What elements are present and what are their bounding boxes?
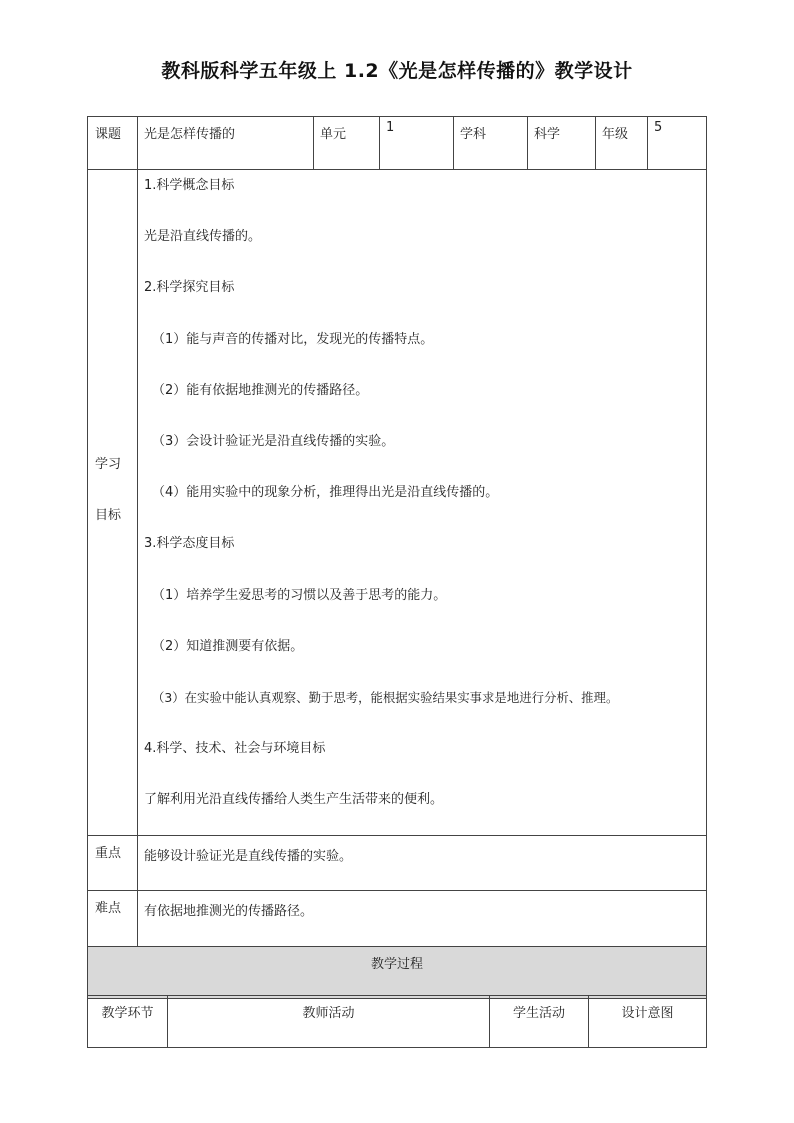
process-header: 教学过程 <box>88 947 707 999</box>
objectives-label-cell <box>88 170 138 836</box>
objective-item: 2.科学探究目标 <box>144 280 235 296</box>
objective-item: （3）在实验中能认真观察、勤于思考，能根据实验结果实事求是地进行分析、推理。 <box>152 689 619 705</box>
objective-item: （1）能与声音的传播对比，发现光的传播特点。 <box>152 331 434 347</box>
grade-value: 5 <box>648 117 707 170</box>
objectives-label-line2: 目标 <box>95 508 122 523</box>
lesson-plan-table <box>87 116 707 999</box>
objective-item: （2）知道推测要有依据。 <box>152 638 304 654</box>
objectives-content <box>138 170 707 836</box>
topic-value: 光是怎样传播的 <box>138 117 314 170</box>
process-table <box>87 995 707 1048</box>
objective-item: （4）能用实验中的现象分析，推理得出光是沿直线传播的。 <box>152 485 499 501</box>
unit-value: 1 <box>380 117 454 170</box>
topic-label: 课题 <box>88 117 138 170</box>
objective-item: （1）培养学生爱思考的习惯以及善于思考的能力。 <box>152 587 447 603</box>
document-title: 教科版科学五年级上 1.2《光是怎样传播的》教学设计 <box>161 60 633 82</box>
objective-item: 3.科学态度目标 <box>144 536 235 552</box>
objectives-label-line1: 学习 <box>95 457 122 472</box>
objective-item: 4.科学、技术、社会与环境目标 <box>144 741 326 757</box>
grade-label: 年级 <box>596 117 648 170</box>
objective-item: 光是沿直线传播的。 <box>144 229 262 245</box>
subject-label: 学科 <box>454 117 528 170</box>
objective-item: （3）会设计验证光是沿直线传播的实验。 <box>152 433 395 449</box>
process-col-teacher: 教师活动 <box>168 996 490 1048</box>
key-point-label: 重点 <box>88 836 138 891</box>
subject-value: 科学 <box>528 117 596 170</box>
objective-item: 1.科学概念目标 <box>144 178 235 193</box>
process-col-stage: 教学环节 <box>88 996 168 1048</box>
difficulty-label: 难点 <box>88 891 138 947</box>
process-col-intent: 设计意图 <box>589 996 707 1048</box>
key-point-value: 能够设计验证光是直线传播的实验。 <box>138 836 707 891</box>
difficulty-value: 有依据地推测光的传播路径。 <box>138 891 707 947</box>
objective-item: 了解利用光沿直线传播给人类生产生活带来的便利。 <box>144 792 444 808</box>
objective-item: （2）能有依据地推测光的传播路径。 <box>152 382 369 398</box>
unit-label: 单元 <box>314 117 380 170</box>
process-col-student: 学生活动 <box>490 996 589 1048</box>
